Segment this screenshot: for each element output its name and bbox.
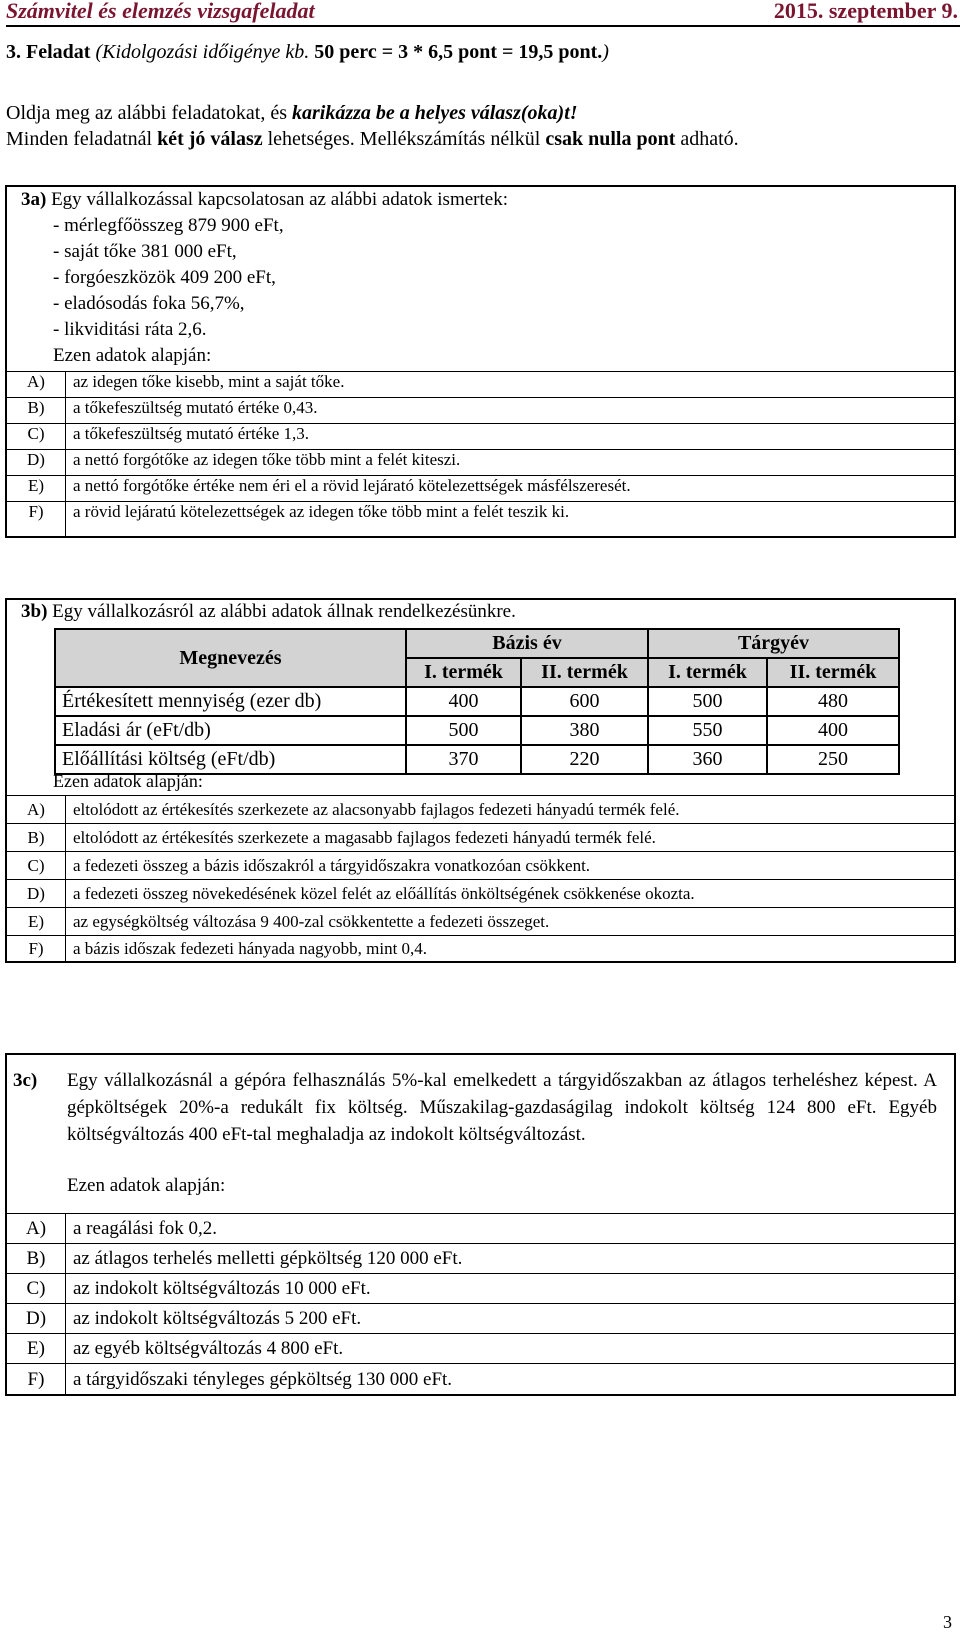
option-letter: B) xyxy=(7,398,66,423)
instructions-line-1 xyxy=(6,102,578,125)
fact-item: - eladósodás foka 56,7%, xyxy=(53,293,245,314)
answer-option-a[interactable] xyxy=(7,1213,954,1243)
answer-option-f[interactable] xyxy=(7,935,954,961)
option-text: a tőkefeszültség mutató értéke 0,43. xyxy=(73,398,318,417)
question-3a xyxy=(5,185,956,538)
option-text: eltolódott az értékesítés szerkezete az alacsonyabb fajlagos fedezeti hányadú termék felé. xyxy=(73,800,680,819)
table-cell: 550 xyxy=(648,716,767,745)
answer-option-d[interactable] xyxy=(7,879,954,907)
answer-option-b[interactable] xyxy=(7,397,954,423)
answer-option-a[interactable] xyxy=(7,795,954,823)
fact-item: - likviditási ráta 2,6. xyxy=(53,319,207,340)
option-text: a nettó forgótőke az idegen tőke több mint a felét kiteszi. xyxy=(73,450,461,469)
table-subheader: I. termék xyxy=(406,658,521,687)
option-text: az egységköltség változása 9 400-zal csökkentette a fedezeti összeget. xyxy=(73,912,550,931)
option-letter: E) xyxy=(7,476,66,501)
option-letter: E) xyxy=(7,1334,66,1363)
option-text: a fedezeti összeg a bázis időszakról a tárgyidőszakra vonatkozóan csökkent. xyxy=(73,856,591,875)
basis-text: Ezen adatok alapján: xyxy=(67,1175,226,1196)
option-text: eltolódott az értékesítés szerkezete a magasabb fajlagos fedezeti hányadú termék felé. xyxy=(73,828,656,847)
table-header-name: Megnevezés xyxy=(55,629,406,687)
option-letter: B) xyxy=(7,824,66,851)
basis-text: Ezen adatok alapján: xyxy=(53,345,212,366)
answer-option-b[interactable] xyxy=(7,1243,954,1273)
instructions-line-2 xyxy=(6,128,739,151)
header-date: 2015. szeptember 9. xyxy=(773,0,958,23)
table-cell: 400 xyxy=(406,687,521,716)
basis-text: Ezen adatok alapján: xyxy=(53,771,203,791)
task-close: ) xyxy=(602,41,609,63)
instructions-text: lehetséges. Mellékszámítás nélkül xyxy=(262,128,546,150)
option-text: a rövid lejáratú kötelezettségek az idegen tőke több mint a felét teszik ki. xyxy=(73,502,570,521)
fact-item: - mérlegfőösszeg 879 900 eFt, xyxy=(53,215,284,236)
question-3c xyxy=(5,1053,956,1396)
instructions-text: Oldja meg az alábbi feladatokat, és xyxy=(6,102,292,124)
option-letter: D) xyxy=(7,880,66,907)
table-header-base-year: Bázis év xyxy=(406,629,648,658)
option-text: a tőkefeszültség mutató értéke 1,3. xyxy=(73,424,310,443)
option-letter: B) xyxy=(7,1244,66,1273)
question-text: Egy vállalkozással kapcsolatosan az alábbi adatok ismertek: xyxy=(46,189,508,210)
option-letter: A) xyxy=(7,796,66,823)
question-3b-title xyxy=(21,601,516,623)
option-letter: C) xyxy=(7,852,66,879)
task-title xyxy=(6,41,609,64)
data-table xyxy=(54,628,900,775)
row-label: Értékesített mennyiség (ezer db) xyxy=(55,687,406,716)
option-letter: D) xyxy=(7,450,66,475)
table-cell: 360 xyxy=(648,745,767,774)
task-detail: (Kidolgozási időigénye kb. xyxy=(95,41,310,63)
answer-option-c[interactable] xyxy=(7,423,954,449)
answer-option-d[interactable] xyxy=(7,1303,954,1333)
answer-option-b[interactable] xyxy=(7,823,954,851)
option-letter: F) xyxy=(7,936,66,961)
answer-option-e[interactable] xyxy=(7,1333,954,1363)
option-letter: C) xyxy=(7,1274,66,1303)
answer-option-e[interactable] xyxy=(7,475,954,501)
answer-option-f[interactable] xyxy=(7,1363,954,1394)
option-text: a nettó forgótőke értéke nem éri el a rövid lejárató kötelezettségek másfélszeresét. xyxy=(73,476,631,495)
page-header xyxy=(6,0,960,27)
answer-option-c[interactable] xyxy=(7,1273,954,1303)
header-title: Számvitel és elemzés vizsgafeladat xyxy=(6,0,315,23)
table-row xyxy=(55,745,899,774)
table-row xyxy=(55,716,899,745)
table-row xyxy=(55,687,899,716)
option-text: a tárgyidőszaki tényleges gépköltség 130 000 eFt. xyxy=(73,1369,453,1390)
table-cell: 400 xyxy=(767,716,899,745)
question-label: 3b) xyxy=(21,601,48,622)
task-points: 50 perc = 3 * 6,5 pont = 19,5 pont. xyxy=(314,41,603,63)
table-cell: 600 xyxy=(521,687,648,716)
question-label: 3a) xyxy=(21,189,47,210)
table-subheader: I. termék xyxy=(648,658,767,687)
question-3a-title xyxy=(21,189,508,211)
table-cell: 380 xyxy=(521,716,648,745)
option-letter: A) xyxy=(7,372,66,397)
fact-item: - forgóeszközök 409 200 eFt, xyxy=(53,267,276,288)
instructions-emphasis: karikázza be a helyes válasz(oka)t! xyxy=(292,102,578,124)
option-letter: E) xyxy=(7,908,66,935)
row-label: Előállítási költség (eFt/db) xyxy=(55,745,406,774)
option-text: az egyéb költségváltozás 4 800 eFt. xyxy=(73,1338,344,1359)
table-cell: 500 xyxy=(648,687,767,716)
question-3b xyxy=(5,598,956,963)
option-text: az idegen tőke kisebb, mint a saját tőke. xyxy=(73,372,345,391)
table-header-current-year: Tárgyév xyxy=(648,629,899,658)
question-3c-text: Egy vállalkozásnál a gépóra felhasználás 5%-kal emelkedett a tárgyidőszakban az átlagos terheléshez képest. A gépköltségek 20%-a redukált fix költség. Műszakilag-gazdaságilag indokolt költség 124 800 eFt. Egyéb költségváltozás 400 eFt-tal meghaladja az indokolt költségváltozást. xyxy=(67,1070,937,1145)
answer-option-a[interactable] xyxy=(7,371,954,397)
option-letter: D) xyxy=(7,1304,66,1333)
answer-option-e[interactable] xyxy=(7,907,954,935)
option-letter: C) xyxy=(7,424,66,449)
table-cell: 500 xyxy=(406,716,521,745)
table-subheader: II. termék xyxy=(521,658,648,687)
question-label: 3c) xyxy=(13,1070,38,1091)
option-text: a fedezeti összeg növekedésének közel felét az előállítás önköltségének csökkenése okozta. xyxy=(73,884,695,903)
option-letter: A) xyxy=(7,1214,66,1243)
instructions-emphasis: két jó válasz xyxy=(157,128,263,150)
table-cell: 480 xyxy=(767,687,899,716)
option-letter: F) xyxy=(7,502,66,536)
answer-option-d[interactable] xyxy=(7,449,954,475)
fact-item: - saját tőke 381 000 eFt, xyxy=(53,241,237,262)
answer-option-c[interactable] xyxy=(7,851,954,879)
question-text: Egy vállalkozásról az alábbi adatok állnak rendelkezésünkre. xyxy=(47,601,516,622)
instructions-emphasis: csak nulla pont xyxy=(545,128,676,150)
option-text: az indokolt költségváltozás 10 000 eFt. xyxy=(73,1278,371,1299)
option-letter: F) xyxy=(7,1364,66,1394)
instructions-text: Minden feladatnál xyxy=(6,128,158,150)
table-cell: 220 xyxy=(521,745,648,774)
row-label: Eladási ár (eFt/db) xyxy=(55,716,406,745)
option-text: a bázis időszak fedezeti hányada nagyobb, mint 0,4. xyxy=(73,939,428,958)
task-number: 3. Feladat xyxy=(6,41,91,63)
option-text: az indokolt költségváltozás 5 200 eFt. xyxy=(73,1308,362,1329)
table-cell: 370 xyxy=(406,745,521,774)
instructions-text: adható. xyxy=(675,128,739,150)
table-cell: 250 xyxy=(767,745,899,774)
page-number: 3 xyxy=(943,1612,952,1632)
option-text: az átlagos terhelés melletti gépköltség 120 000 eFt. xyxy=(73,1248,463,1269)
answer-option-f[interactable] xyxy=(7,501,954,536)
table-subheader: II. termék xyxy=(767,658,899,687)
option-text: a reagálási fok 0,2. xyxy=(73,1218,218,1239)
